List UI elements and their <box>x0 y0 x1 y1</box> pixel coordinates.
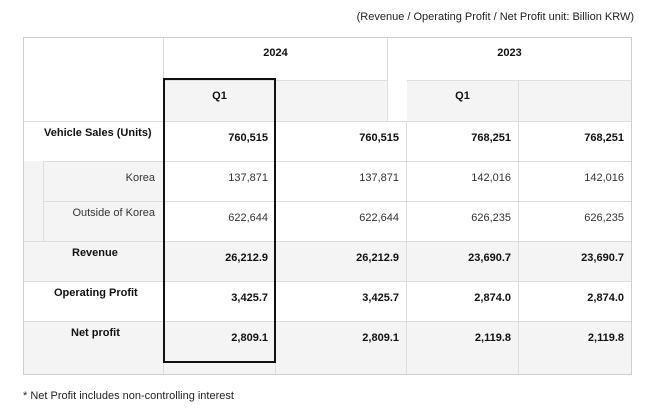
header-corner <box>24 38 164 121</box>
cell-outside-korea-2023-q1: 626,235 <box>407 201 519 241</box>
cell-outside-korea-2024-q1: 622,644 <box>164 201 276 241</box>
cell-revenue-2024: 26,212.9 <box>276 241 407 281</box>
header-2023-q1: Q1 <box>407 80 519 121</box>
row-label-net-profit: Net profit <box>24 321 164 374</box>
cell-net-profit-2024-q1: 2,809.1 <box>164 321 276 374</box>
cell-vehicle-sales-2024: 760,515 <box>276 121 407 161</box>
cell-vehicle-sales-2023-q1: 768,251 <box>407 121 519 161</box>
cell-korea-2024-q1: 137,871 <box>164 161 276 201</box>
footnote: * Net Profit includes non-controlling interest <box>23 390 234 402</box>
cell-outside-korea-2023: 626,235 <box>519 201 631 241</box>
cell-outside-korea-2024: 622,644 <box>276 201 407 241</box>
unit-note: (Revenue / Operating Profit / Net Profit unit: Billion KRW) <box>356 11 634 23</box>
cell-revenue-2023-q1: 23,690.7 <box>407 241 519 281</box>
cell-vehicle-sales-2024-q1: 760,515 <box>164 121 276 161</box>
cell-operating-profit-2024-q1: 3,425.7 <box>164 281 276 321</box>
cell-korea-2024: 137,871 <box>276 161 407 201</box>
cell-net-profit-2023-q1: 2,119.8 <box>407 321 519 374</box>
cell-net-profit-2024: 2,809.1 <box>276 321 407 374</box>
row-label-vehicle-sales: Vehicle Sales (Units) <box>24 121 164 161</box>
cell-korea-2023: 142,016 <box>519 161 631 201</box>
header-2024-blank <box>276 80 388 121</box>
cell-operating-profit-2023-q1: 2,874.0 <box>407 281 519 321</box>
row-label-operating-profit: Operating Profit <box>24 281 164 321</box>
cell-revenue-2023: 23,690.7 <box>519 241 631 281</box>
cell-vehicle-sales-2023: 768,251 <box>519 121 631 161</box>
row-label-outside-korea: Outside of Korea <box>44 201 164 241</box>
row-label-revenue: Revenue <box>24 241 164 281</box>
header-year-2024: 2024 <box>164 38 388 80</box>
cell-korea-2023-q1: 142,016 <box>407 161 519 201</box>
header-2024-q1: Q1 <box>164 80 276 121</box>
cell-revenue-2024-q1: 26,212.9 <box>164 241 276 281</box>
cell-operating-profit-2024: 3,425.7 <box>276 281 407 321</box>
cell-net-profit-2023: 2,119.8 <box>519 321 631 374</box>
header-2023-blank <box>519 80 631 121</box>
indent-spacer <box>24 161 44 241</box>
financial-results-table <box>23 37 632 375</box>
cell-operating-profit-2023: 2,874.0 <box>519 281 631 321</box>
row-label-korea: Korea <box>44 161 164 201</box>
header-year-2023: 2023 <box>497 47 522 59</box>
